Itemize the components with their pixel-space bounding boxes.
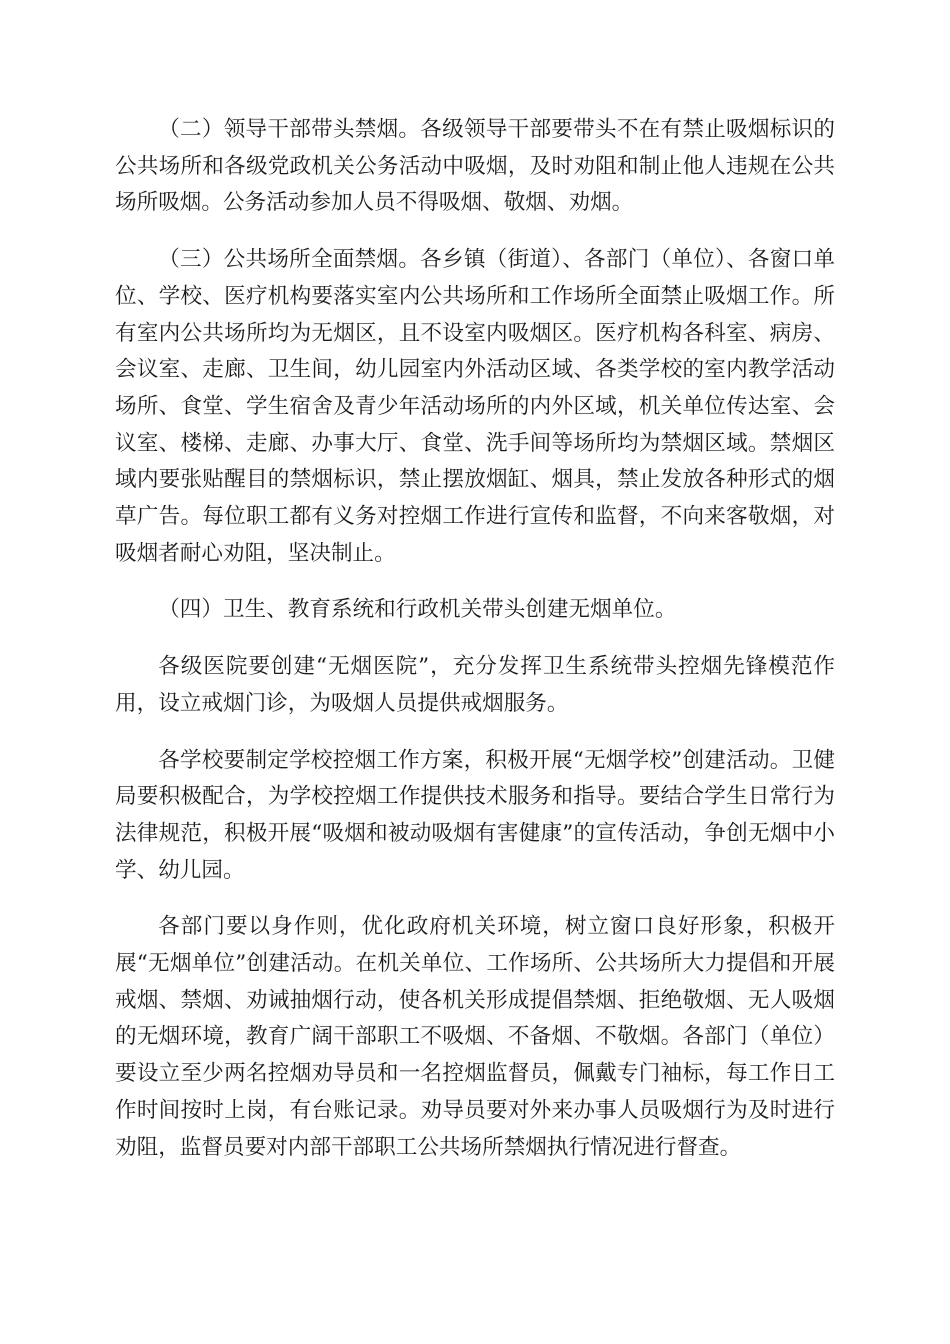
paragraph-smoke-free-departments: 各部门要以身作则，优化政府机关环境，树立窗口良好形象，积极开展“无烟单位”创建活动。在机关单位、工作场所、公共场所大力提倡和开展戒烟、禁烟、劝诫抽烟行动，使各机关形成提倡禁烟、拒绝敬烟、无人吸烟的无烟环境，教育广阔干部职工不吸烟、不备烟、不敬烟。各部门（单位）要设立至少两名控烟劝导员和一名控烟监督员，佩戴专门袖标，每工作日工作时间按时上岗，有台账记录。劝导员要对外来办事人员吸烟行为及时进行劝阻，监督员要对内部干部职工公共场所禁烟执行情况进行督查。 [115, 914, 835, 1160]
paragraph-public-places-smoke-ban: （三）公共场所全面禁烟。各乡镇（街道）、各部门（单位）、各窗口单位、学校、医疗机构要落实室内公共场所和工作场所全面禁止吸烟工作。所有室内公共场所均为无烟区，且不设室内吸烟区。医疗机构各科室、病房、会议室、走廊、卫生间，幼儿园室内外活动区域、各类学校的室内教学活动场所、食堂、学生宿舍及青少年活动场所的内外区域，机关单位传达室、会议室、楼梯、走廊、办事大厅、食堂、洗手间等场所均为禁烟区域。禁烟区域内要张贴醒目的禁烟标识，禁止摆放烟缸、烟具，禁止发放各种形式的烟草广告。每位职工都有义务对控烟工作进行宣传和监督，不向来客敬烟，对吸烟者耐心劝阻，坚决制止。 [115, 247, 835, 566]
paragraph-smoke-free-units-heading: （四）卫生、教育系统和行政机关带头创建无烟单位。 [158, 597, 677, 623]
paragraph-leaders-smoke-ban: （二）领导干部带头禁烟。各级领导干部要带头不在有禁止吸烟标识的公共场所和各级党政机关公务活动中吸烟，及时劝阻和制止他人违规在公共场所吸烟。公务活动参加人员不得吸烟、敬烟、劝烟。 [115, 117, 835, 216]
paragraph-smoke-free-hospitals: 各级医院要创建“无烟医院”，充分发挥卫生系统带头控烟先锋模范作用，设立戒烟门诊，为吸烟人员提供戒烟服务。 [115, 654, 835, 716]
document-page [115, 112, 835, 1186]
paragraph-smoke-free-schools: 各学校要制定学校控烟工作方案，积极开展“无烟学校”创建活动。卫健局要积极配合，为学校控烟工作提供技术服务和指导。要结合学生日常行为法律规范，积极开展“吸烟和被动吸烟有害健康”的宣传活动，争创无烟中小学、幼儿园。 [115, 747, 835, 883]
